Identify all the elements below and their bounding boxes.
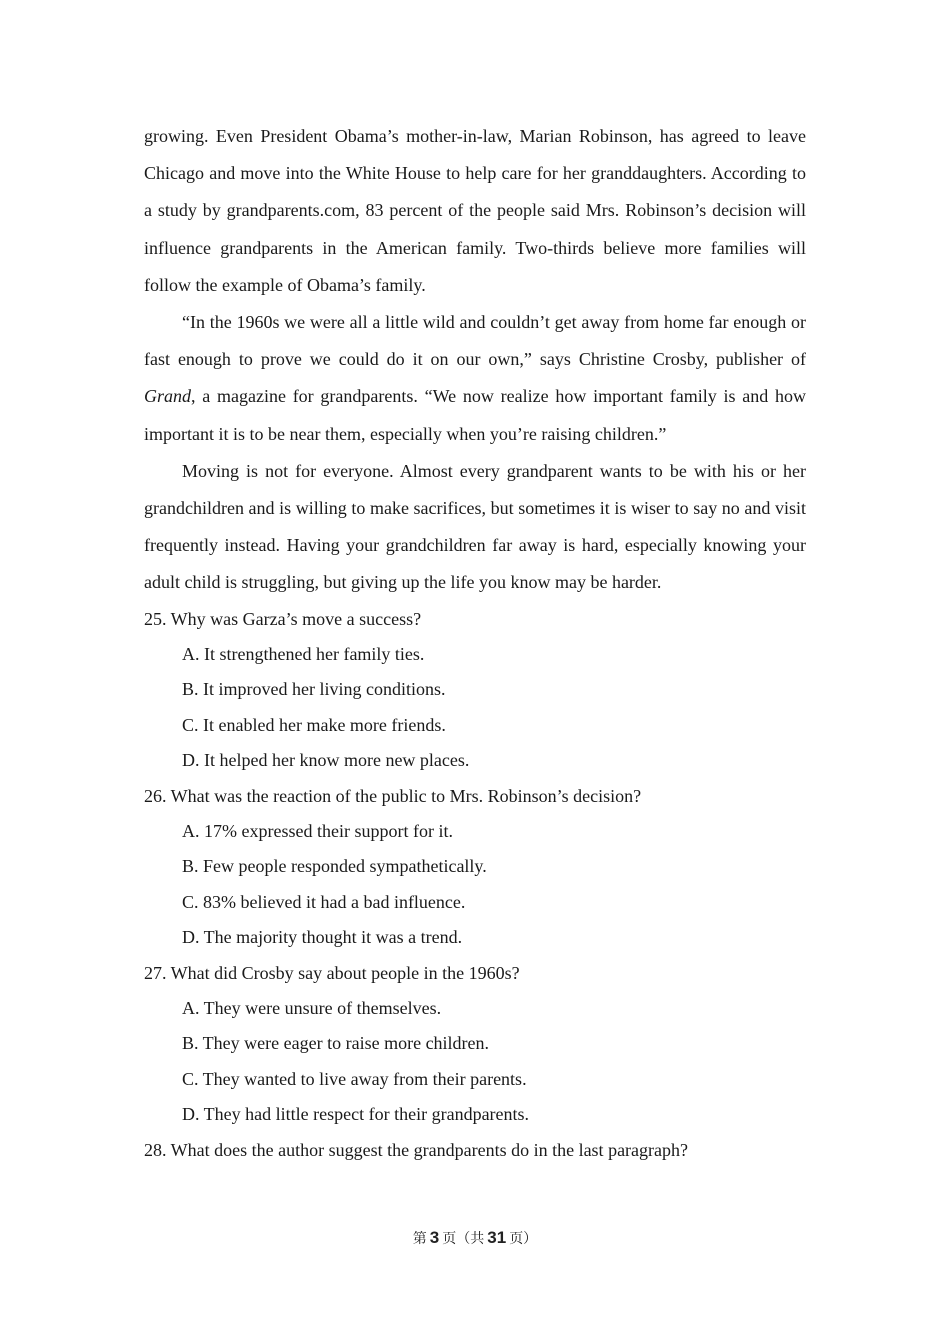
- question-option: C. 83% believed it had a bad influence.: [182, 891, 466, 912]
- question-option: A. 17% expressed their support for it.: [182, 820, 453, 841]
- passage-paragraph-2: [144, 304, 806, 453]
- question-option: A. They were unsure of themselves.: [182, 997, 442, 1018]
- document-page: [144, 118, 806, 1168]
- footer-middle: 页（共: [442, 1231, 485, 1247]
- passage-paragraph-2-end: , a magazine for grandparents. “We now realize how important family is and how important it is to be near them, especially when you’re raising children.”: [144, 386, 806, 444]
- question-option: B. Few people responded sympathetically.: [182, 856, 487, 877]
- question-stem: 27. What did Crosby say about people in the 1960s?: [144, 962, 520, 983]
- question-option: B. It improved her living conditions.: [182, 679, 446, 700]
- question-28: [144, 1133, 806, 1168]
- question-stem: 28. What does the author suggest the grandparents do in the last paragraph?: [144, 1139, 689, 1160]
- passage-paragraph-2-start: “In the 1960s we were all a little wild and couldn’t get away from home far enough or fast enough to prove we could do it on our own,” says Christine Crosby, publisher of: [144, 312, 806, 370]
- page-number: 3: [429, 1228, 440, 1247]
- question-option: B. They were eager to raise more children.: [182, 1033, 490, 1054]
- question-option: C. They wanted to live away from their parents.: [182, 1068, 527, 1089]
- question-stem: 25. Why was Garza’s move a success?: [144, 608, 422, 629]
- footer-prefix: 第: [412, 1231, 427, 1247]
- question-option: D. It helped her know more new places.: [182, 750, 470, 771]
- question-stem: 26. What was the reaction of the public to Mrs. Robinson’s decision?: [144, 785, 642, 806]
- footer-suffix: 页）: [509, 1231, 538, 1247]
- question-option: A. It strengthened her family ties.: [182, 644, 425, 665]
- passage-paragraph-3: Moving is not for everyone. Almost every grandparent wants to be with his or her grandchildren and is willing to make sacrifices, but sometimes it is wiser to say no and visit frequently instead. Having your grandchildren far away is hard, especially knowing your adult child is struggling, but giving up the life you know may be harder.: [144, 460, 806, 593]
- page-footer: [0, 1228, 950, 1248]
- question-option: D. They had little respect for their grandparents.: [182, 1104, 530, 1125]
- total-pages: 31: [487, 1228, 507, 1247]
- passage-paragraph-1: growing. Even President Obama’s mother-in-law, Marian Robinson, has agreed to leave Chicago and move into the White House to help care for her granddaughters. According to a study by grandparents.com, 83 percent of the people said Mrs. Robinson’s decision will influence grandparents in the American family. Two-thirds believe more families will follow the example of Obama’s family.: [144, 126, 806, 295]
- question-26: [144, 779, 806, 956]
- question-25: [144, 602, 806, 779]
- question-option: C. It enabled her make more friends.: [182, 714, 446, 735]
- magazine-title: Grand: [144, 386, 192, 407]
- question-option: D. The majority thought it was a trend.: [182, 927, 463, 948]
- question-27: [144, 956, 806, 1133]
